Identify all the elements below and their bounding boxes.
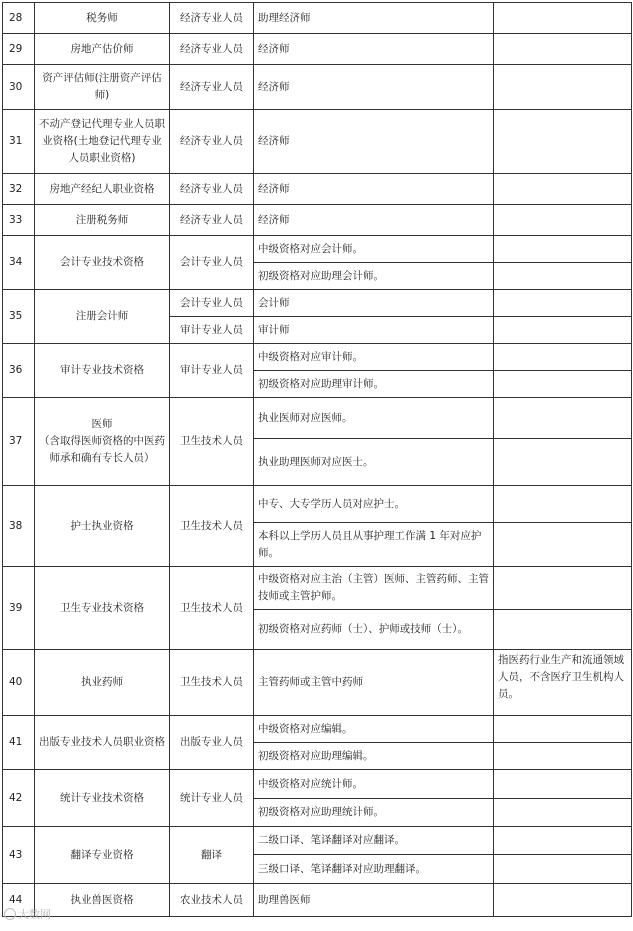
remark — [494, 567, 632, 610]
table-row — [3, 290, 632, 317]
qualification-name: 医师 （含取得医师资格的中医药师承和确有专长人员） — [35, 398, 170, 486]
row-number: 35 — [3, 290, 35, 344]
table-row — [3, 716, 632, 743]
title-level: 主管药师或主管中药师 — [254, 650, 494, 716]
table-row — [3, 650, 632, 716]
title-level: 中级资格对应主治（主管）医师、主管药师、主管技师或主管护师。 — [254, 567, 494, 610]
qualification-name: 房地产经纪人职业资格 — [35, 174, 170, 205]
staff-category: 审计专业人员 — [170, 317, 254, 344]
staff-category: 会计专业人员 — [170, 236, 254, 290]
remark — [494, 263, 632, 290]
staff-category: 会计专业人员 — [170, 290, 254, 317]
qualification-name: 注册税务师 — [35, 205, 170, 236]
remark — [494, 65, 632, 110]
title-level: 中级资格对应编辑。 — [254, 716, 494, 743]
qualification-table — [2, 2, 632, 917]
row-number: 42 — [3, 770, 35, 827]
remark — [494, 3, 632, 34]
qualification-name: 执业兽医资格 — [35, 884, 170, 917]
staff-category: 经济专业人员 — [170, 174, 254, 205]
title-level: 初级资格对应助理统计师。 — [254, 799, 494, 827]
table-row — [3, 174, 632, 205]
remark — [494, 523, 632, 567]
title-level: 助理经济师 — [254, 3, 494, 34]
table-row — [3, 205, 632, 236]
remark — [494, 439, 632, 486]
staff-category: 审计专业人员 — [170, 344, 254, 398]
title-level: 本科以上学历人员且从事护理工作满 1 年对应护师。 — [254, 523, 494, 567]
staff-category: 经济专业人员 — [170, 205, 254, 236]
remark — [494, 799, 632, 827]
qualification-name: 会计专业技术资格 — [35, 236, 170, 290]
remark — [494, 317, 632, 344]
staff-category: 卫生技术人员 — [170, 650, 254, 716]
table-row — [3, 65, 632, 110]
title-level: 中级资格对应审计师。 — [254, 344, 494, 371]
remark — [494, 827, 632, 855]
title-level: 中级资格对应会计师。 — [254, 236, 494, 263]
row-number: 43 — [3, 827, 35, 884]
title-level: 经济师 — [254, 110, 494, 174]
qualification-name: 翻译专业资格 — [35, 827, 170, 884]
row-number: 41 — [3, 716, 35, 770]
row-number: 29 — [3, 34, 35, 65]
remark — [494, 34, 632, 65]
qualification-name: 出版专业技术人员职业资格 — [35, 716, 170, 770]
table-row — [3, 567, 632, 610]
remark — [494, 290, 632, 317]
remark — [494, 855, 632, 884]
row-number: 36 — [3, 344, 35, 398]
title-level: 经济师 — [254, 205, 494, 236]
row-number: 28 — [3, 3, 35, 34]
row-number: 33 — [3, 205, 35, 236]
table-row — [3, 34, 632, 65]
qualification-name: 护士执业资格 — [35, 486, 170, 567]
title-level: 经济师 — [254, 34, 494, 65]
table-row — [3, 884, 632, 917]
remark — [494, 486, 632, 523]
row-number: 34 — [3, 236, 35, 290]
watermark-logo-icon — [4, 908, 16, 920]
qualification-name: 房地产估价师 — [35, 34, 170, 65]
staff-category: 卫生技术人员 — [170, 486, 254, 567]
staff-category: 农业技术人员 — [170, 884, 254, 917]
staff-category: 经济专业人员 — [170, 110, 254, 174]
watermark-text: 大数网 — [18, 908, 51, 921]
table-row — [3, 236, 632, 263]
row-number: 37 — [3, 398, 35, 486]
staff-category: 卫生技术人员 — [170, 567, 254, 650]
title-level: 执业医师对应医师。 — [254, 398, 494, 439]
row-number: 38 — [3, 486, 35, 567]
remark — [494, 398, 632, 439]
title-level: 会计师 — [254, 290, 494, 317]
staff-category: 统计专业人员 — [170, 770, 254, 827]
title-level: 经济师 — [254, 174, 494, 205]
table-row — [3, 398, 632, 439]
title-level: 初级资格对应助理审计师。 — [254, 371, 494, 398]
remark — [494, 205, 632, 236]
title-level: 执业助理医师对应医士。 — [254, 439, 494, 486]
staff-category: 翻译 — [170, 827, 254, 884]
title-level: 初级资格对应助理编辑。 — [254, 743, 494, 770]
remark — [494, 884, 632, 917]
table-row — [3, 770, 632, 799]
table-row — [3, 486, 632, 523]
remark — [494, 371, 632, 398]
qualification-name: 卫生专业技术资格 — [35, 567, 170, 650]
title-level: 经济师 — [254, 65, 494, 110]
row-number: 44 — [3, 884, 35, 917]
table-row — [3, 110, 632, 174]
staff-category: 出版专业人员 — [170, 716, 254, 770]
remark — [494, 344, 632, 371]
table-row — [3, 827, 632, 855]
staff-category: 卫生技术人员 — [170, 398, 254, 486]
title-level: 中级资格对应统计师。 — [254, 770, 494, 799]
title-level: 中专、大专学历人员对应护士。 — [254, 486, 494, 523]
remark — [494, 716, 632, 743]
staff-category: 经济专业人员 — [170, 65, 254, 110]
remark — [494, 770, 632, 799]
row-number: 32 — [3, 174, 35, 205]
qualification-name: 统计专业技术资格 — [35, 770, 170, 827]
qualification-name: 注册会计师 — [35, 290, 170, 344]
title-level: 初级资格对应药师（士）、护师或技师（士）。 — [254, 610, 494, 650]
staff-category: 经济专业人员 — [170, 34, 254, 65]
table-row — [3, 344, 632, 371]
remark — [494, 174, 632, 205]
remark — [494, 236, 632, 263]
title-level: 审计师 — [254, 317, 494, 344]
row-number: 31 — [3, 110, 35, 174]
row-number: 30 — [3, 65, 35, 110]
remark: 指医药行业生产和流通领域人员，不含医疗卫生机构人员。 — [494, 650, 632, 716]
staff-category: 经济专业人员 — [170, 3, 254, 34]
watermark — [4, 906, 51, 922]
remark — [494, 610, 632, 650]
table-row — [3, 3, 632, 34]
title-level: 三级口译、笔译翻译对应助理翻译。 — [254, 855, 494, 884]
remark — [494, 110, 632, 174]
title-level: 二级口译、笔译翻译对应翻译。 — [254, 827, 494, 855]
qualification-name: 税务师 — [35, 3, 170, 34]
qualification-name: 资产评估师(注册资产评估师) — [35, 65, 170, 110]
qualification-name: 不动产登记代理专业人员职业资格(土地登记代理专业人员职业资格) — [35, 110, 170, 174]
row-number: 39 — [3, 567, 35, 650]
qualification-name: 执业药师 — [35, 650, 170, 716]
title-level: 初级资格对应助理会计师。 — [254, 263, 494, 290]
qualification-name: 审计专业技术资格 — [35, 344, 170, 398]
title-level: 助理兽医师 — [254, 884, 494, 917]
remark — [494, 743, 632, 770]
row-number: 40 — [3, 650, 35, 716]
